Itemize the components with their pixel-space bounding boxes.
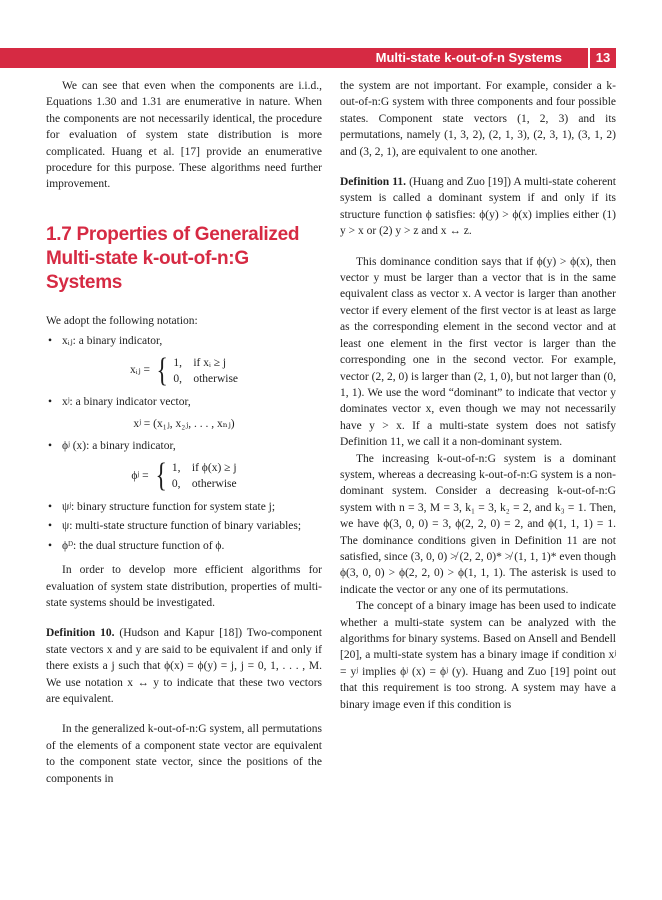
brace-icon: { <box>156 351 168 389</box>
case-condition: if ϕ(x) ≥ j <box>191 461 237 474</box>
equation-xj: xʲ = (x₁ⱼ, x₂ⱼ, . . . , xₙⱼ) <box>133 418 235 431</box>
paragraph: We can see that even when the components are i.i.d., Equations 1.30 and 1.31 are enumerative in nature. When the components are not necessarily identical, the procedure for evaluation of system state distribution is more complicated. Huang et al. [17] provide an enumerative procedure for this purpose. These algorithms need further improvement. <box>46 80 322 191</box>
section-heading <box>46 223 322 295</box>
list-item: • ψʲ: binary structure function for system state j; <box>46 499 322 515</box>
notation-list <box>46 499 322 554</box>
list-item: • ϕᴰ: the dual structure function of ϕ. <box>46 538 322 554</box>
paragraph: In order to develop more efficient algorithms for evaluation of system state distribution, properties of multi-state systems should be investigated. <box>46 564 322 609</box>
case-value: 1, <box>171 461 181 474</box>
paragraph: the system are not important. For example, consider a k-out-of-n:G system with three components and four possible states. Component state vectors (1, 2, 3) and its permutations, namely (1, 3, 2), (2, 1, 3), (2, 3, 1), (3, 1, 2) and (3, 2, 1), are equivalent to one another. <box>340 80 616 158</box>
definition-label: Definition 10. <box>46 627 115 640</box>
paragraph: We adopt the following notation: <box>46 314 198 327</box>
right-column <box>340 78 616 713</box>
definition-label: Definition 11. <box>340 176 407 189</box>
equation-lhs: xᵢⱼ = <box>129 364 150 377</box>
equation-xij <box>46 351 322 389</box>
case-value: 0, <box>171 477 181 490</box>
list-item: • xʲ: a binary indicator vector, <box>46 394 322 410</box>
page-number: 13 <box>588 48 616 68</box>
equation-cases <box>172 460 237 492</box>
brace-icon: { <box>155 456 167 494</box>
list-item: • ϕʲ (x): a binary indicator, <box>46 438 322 454</box>
case-value: 0, <box>173 372 182 385</box>
case-condition: otherwise <box>193 372 239 385</box>
equation-cases <box>173 355 238 387</box>
case-condition: if xᵢ ≥ j <box>193 356 227 369</box>
equation-phij <box>46 456 322 494</box>
section-heading-line: 1.7 Properties of Generalized <box>46 223 300 245</box>
notation-list <box>46 394 322 410</box>
running-header-title: Multi-state k-out-of-n Systems <box>375 50 562 65</box>
paragraph: This dominance condition says that if ϕ(y) > ϕ(x), then vector y must be larger than a vector that is in the same equivalent class as vector x. A vector is larger than another vector if every element of the first vector is at least as large as the corresponding element in the second vector and at least one element in the first vector is larger than the corresponding one in the second vector. For example, vector (2, 2, 0) is larger than (2, 1, 0), but not larger than (0, 1, 1). We use the word “dominant” to indicate that vector y dominates vector x, even though we may not necessarily have y > x. If a multi-state system does not satisfy Definition 11, we call it a non-dominant system. <box>340 255 616 449</box>
definition-text: (Hudson and Kapur [18]) Two-component state vectors x and y are said to be equivalent if and only if there exists a j such that ϕ(x) = ϕ(y) = j, j = 0, 1, . . . , M. We use notation x ↔ y to indicate that these two vectors are equivalent. <box>46 627 322 705</box>
notation-list <box>46 333 322 349</box>
definition-10 <box>46 625 322 707</box>
notation-list <box>46 438 322 454</box>
paragraph: The concept of a binary image has been used to indicate whether a multi-state system can be analyzed with the algorithms for binary systems. Based on Ansell and Bendell [20], a multi-state system has a binary image if condition xʲ = yʲ implies ϕʲ (x) = ϕʲ (y). Huang and Zuo [19] point out that this requirement is too strong. A system may have a binary image even if this condition is <box>340 600 616 711</box>
paragraph: In the generalized k-out-of-n:G system, all permutations of the elements of a component state vector are equivalent to the component state vector, since the positions of the components in <box>46 723 322 785</box>
running-header-bar <box>0 48 614 68</box>
list-item: • ψ: multi-state structure function of binary variables; <box>46 518 322 534</box>
case-value: 1, <box>173 356 182 369</box>
equation-lhs: ϕʲ = <box>131 469 149 482</box>
left-column <box>46 78 322 787</box>
definition-11 <box>340 174 616 240</box>
case-condition: otherwise <box>191 477 237 490</box>
definition-text: (Huang and Zuo [19]) A multi-state coherent system is called a dominant system if and only if its structure function ϕ satisfies: ϕ(y) > ϕ(x) implies either (1) y > x or (2) y > z and x ↔ z. <box>340 176 616 238</box>
paragraph: The increasing k-out-of-n:G system is a dominant system, whereas a decreasing k-out-of-n:G system is a non-dominant system. Consider a decreasing k-out-of-n:G system with n = 3, M = 3, k₁ = 3, k₂ = 2, and k₃ = 1. Then, we have ϕ(3, 0, 0) = 3, ϕ(2, 2, 0) = 2, and ϕ(1, 1, 1) = 1. The dominance conditions given in Definition 11 are not satisfied, since (3, 0, 0) ≯ (2, 2, 0)* ≯ (1, 1, 1)* even though ϕ(3, 0, 0) > ϕ(2, 2, 0) > ϕ(1, 1, 1). The asterisk is used to indicate the vector or any one of its permutations. <box>340 452 616 596</box>
section-heading-line: Multi-state k-out-of-n:G Systems <box>46 247 249 293</box>
list-item: • xᵢⱼ: a binary indicator, <box>46 333 322 349</box>
